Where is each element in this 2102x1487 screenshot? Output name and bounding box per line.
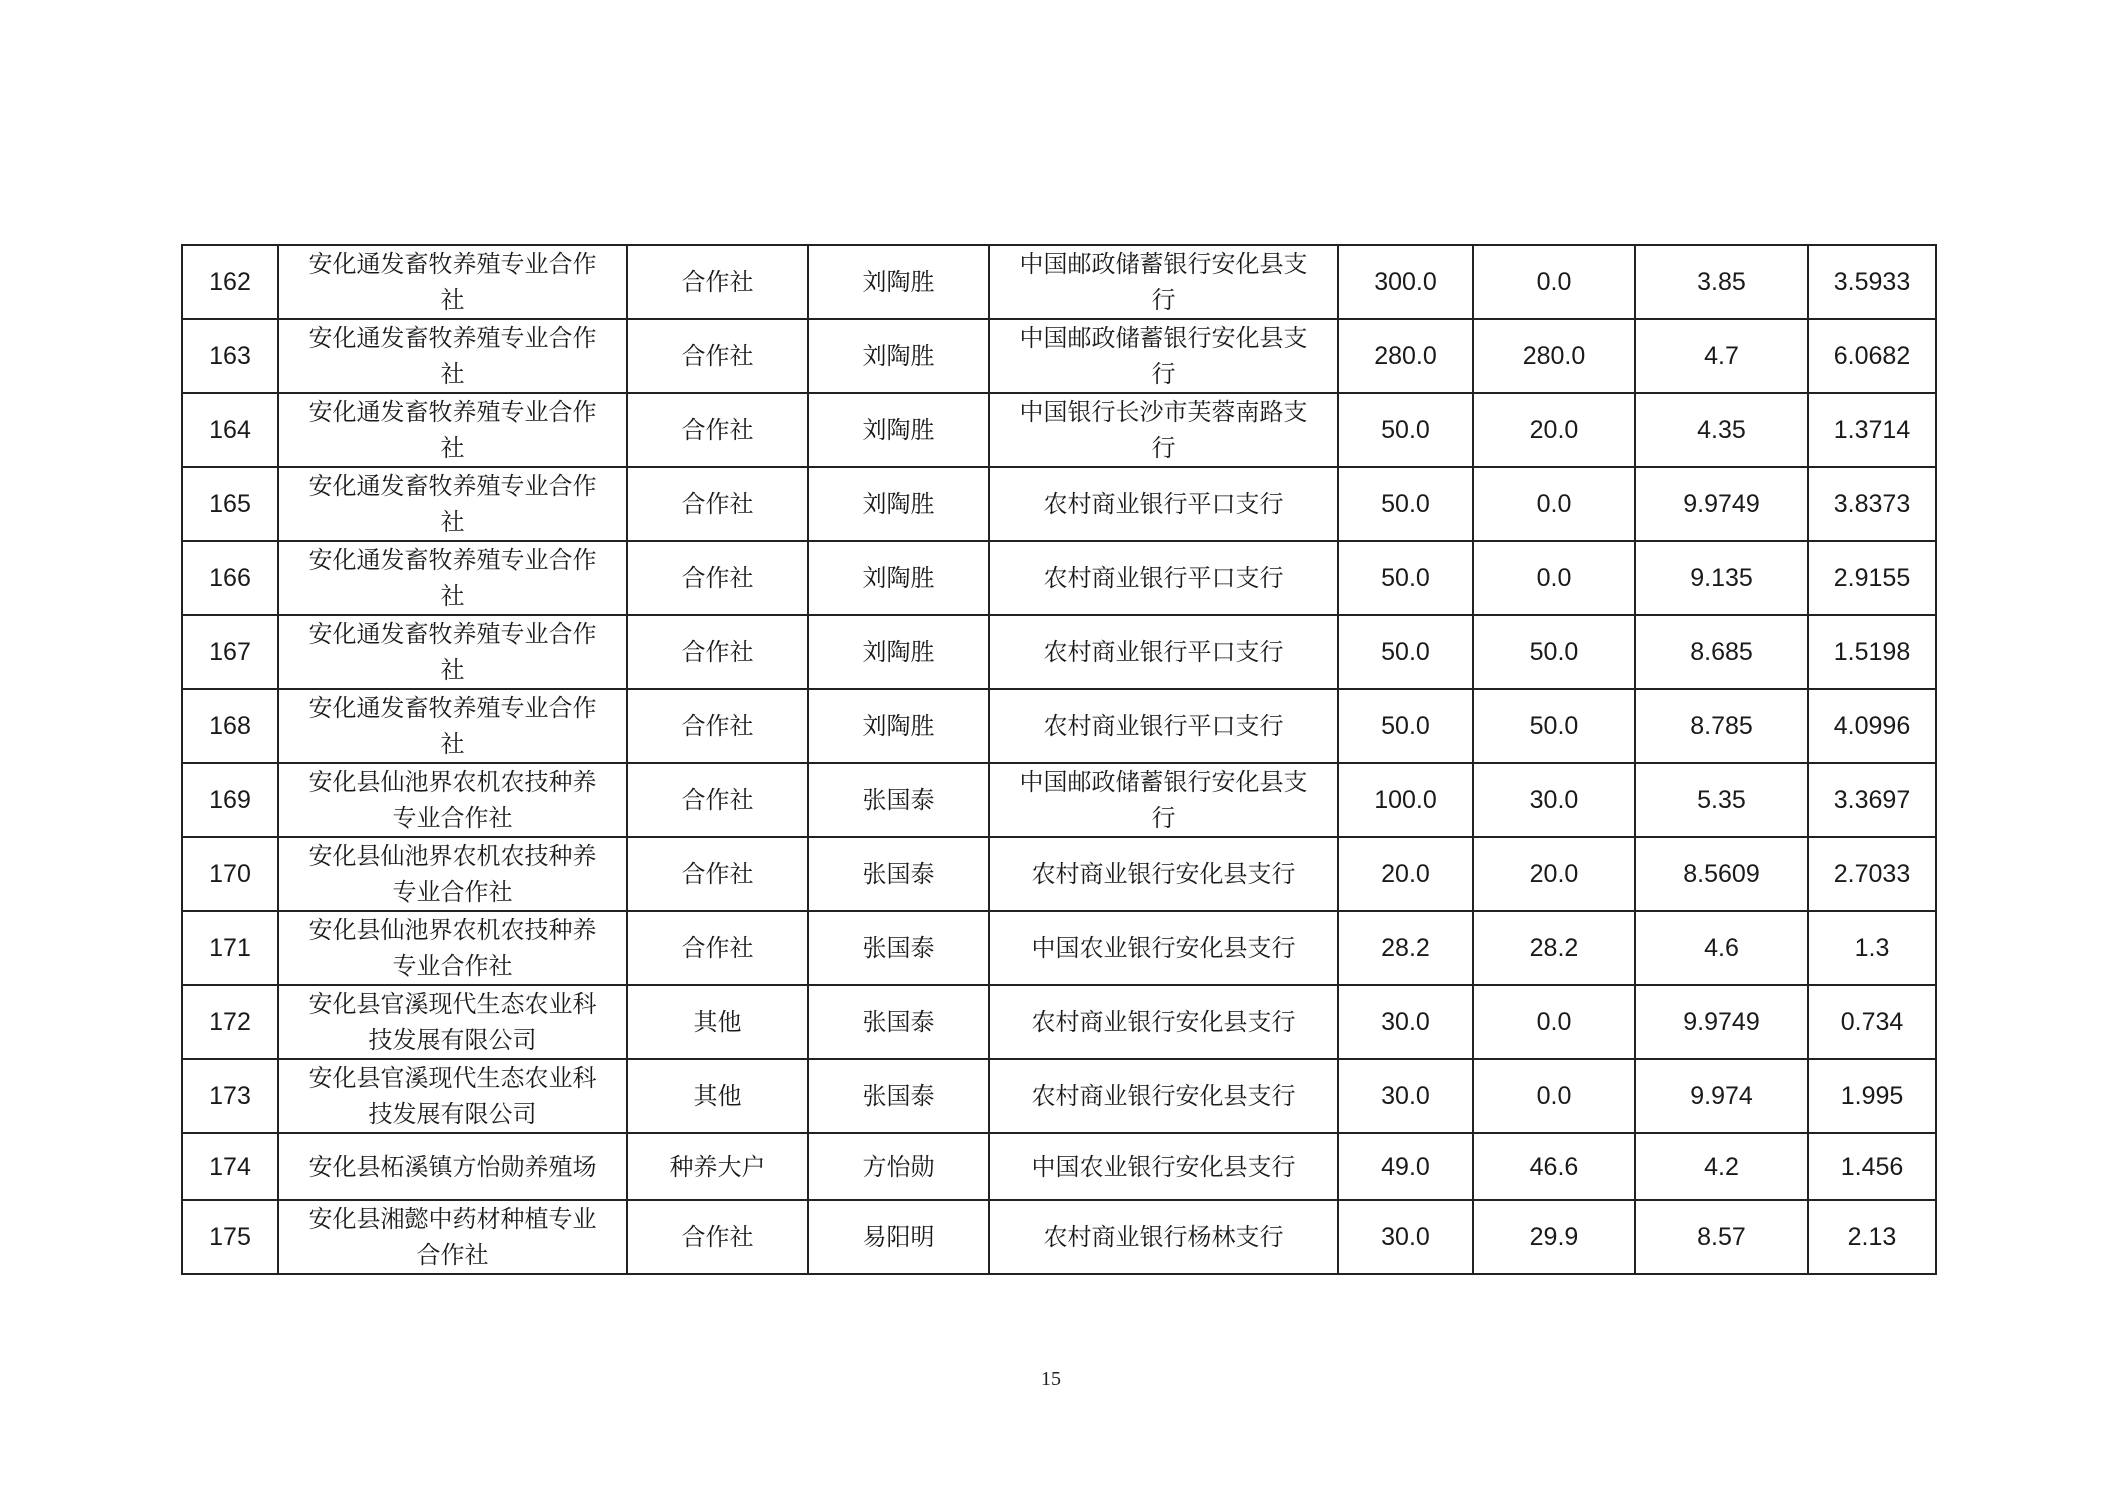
cell-contact-name: 张国泰 — [808, 837, 989, 911]
cell-entity-name: 安化通发畜牧养殖专业合作社 — [278, 615, 627, 689]
cell-row-index: 169 — [182, 763, 278, 837]
cell-entity-type: 合作社 — [627, 319, 808, 393]
cell-value: 2.7033 — [1808, 837, 1936, 911]
cell-amount-2: 30.0 — [1473, 763, 1635, 837]
cell-bank-name: 中国邮政储蓄银行安化县支行 — [989, 763, 1338, 837]
cell-entity-name: 安化通发畜牧养殖专业合作社 — [278, 689, 627, 763]
cell-entity-name: 安化县柘溪镇方怡勋养殖场 — [278, 1133, 627, 1200]
cell-entity-type: 合作社 — [627, 393, 808, 467]
table-row — [182, 1133, 1936, 1200]
cell-value: 0.734 — [1808, 985, 1936, 1059]
cell-bank-name: 农村商业银行安化县支行 — [989, 985, 1338, 1059]
cell-contact-name: 刘陶胜 — [808, 319, 989, 393]
cell-entity-name: 安化县仙池界农机农技种养专业合作社 — [278, 763, 627, 837]
cell-amount-1: 49.0 — [1338, 1133, 1473, 1200]
cell-amount-2: 280.0 — [1473, 319, 1635, 393]
cell-bank-name: 中国农业银行安化县支行 — [989, 911, 1338, 985]
cell-row-index: 168 — [182, 689, 278, 763]
cell-entity-name: 安化县仙池界农机农技种养专业合作社 — [278, 911, 627, 985]
cell-entity-type: 合作社 — [627, 689, 808, 763]
cell-contact-name: 刘陶胜 — [808, 467, 989, 541]
cell-amount-1: 28.2 — [1338, 911, 1473, 985]
cell-entity-name: 安化县官溪现代生态农业科技发展有限公司 — [278, 1059, 627, 1133]
loan-table-container — [181, 244, 1937, 1275]
cell-entity-name: 安化县官溪现代生态农业科技发展有限公司 — [278, 985, 627, 1059]
cell-amount-2: 0.0 — [1473, 541, 1635, 615]
cell-row-index: 171 — [182, 911, 278, 985]
cell-value: 1.995 — [1808, 1059, 1936, 1133]
cell-contact-name: 易阳明 — [808, 1200, 989, 1274]
cell-amount-2: 29.9 — [1473, 1200, 1635, 1274]
cell-bank-name: 农村商业银行杨林支行 — [989, 1200, 1338, 1274]
cell-rate: 8.685 — [1635, 615, 1808, 689]
cell-contact-name: 方怡勋 — [808, 1133, 989, 1200]
cell-entity-name: 安化县仙池界农机农技种养专业合作社 — [278, 837, 627, 911]
cell-entity-type: 合作社 — [627, 467, 808, 541]
cell-rate: 8.785 — [1635, 689, 1808, 763]
table-row — [182, 837, 1936, 911]
table-row — [182, 1059, 1936, 1133]
cell-contact-name: 刘陶胜 — [808, 393, 989, 467]
cell-rate: 8.5609 — [1635, 837, 1808, 911]
cell-rate: 3.85 — [1635, 245, 1808, 319]
cell-row-index: 173 — [182, 1059, 278, 1133]
cell-contact-name: 刘陶胜 — [808, 689, 989, 763]
cell-entity-type: 其他 — [627, 985, 808, 1059]
cell-bank-name: 中国农业银行安化县支行 — [989, 1133, 1338, 1200]
cell-value: 1.5198 — [1808, 615, 1936, 689]
cell-entity-type: 合作社 — [627, 541, 808, 615]
cell-amount-1: 100.0 — [1338, 763, 1473, 837]
cell-amount-1: 50.0 — [1338, 541, 1473, 615]
cell-entity-name: 安化通发畜牧养殖专业合作社 — [278, 319, 627, 393]
cell-value: 3.3697 — [1808, 763, 1936, 837]
cell-amount-1: 50.0 — [1338, 615, 1473, 689]
cell-amount-2: 0.0 — [1473, 1059, 1635, 1133]
cell-contact-name: 张国泰 — [808, 1059, 989, 1133]
cell-row-index: 167 — [182, 615, 278, 689]
table-row — [182, 467, 1936, 541]
cell-amount-2: 20.0 — [1473, 837, 1635, 911]
cell-amount-2: 0.0 — [1473, 985, 1635, 1059]
cell-row-index: 164 — [182, 393, 278, 467]
cell-bank-name: 农村商业银行安化县支行 — [989, 837, 1338, 911]
cell-bank-name: 农村商业银行平口支行 — [989, 541, 1338, 615]
cell-value: 6.0682 — [1808, 319, 1936, 393]
cell-rate: 9.974 — [1635, 1059, 1808, 1133]
cell-rate: 9.135 — [1635, 541, 1808, 615]
cell-contact-name: 刘陶胜 — [808, 541, 989, 615]
cell-row-index: 163 — [182, 319, 278, 393]
cell-row-index: 174 — [182, 1133, 278, 1200]
cell-amount-1: 280.0 — [1338, 319, 1473, 393]
cell-bank-name: 中国邮政储蓄银行安化县支行 — [989, 319, 1338, 393]
cell-rate: 4.2 — [1635, 1133, 1808, 1200]
cell-bank-name: 农村商业银行平口支行 — [989, 467, 1338, 541]
cell-rate: 4.6 — [1635, 911, 1808, 985]
cell-entity-type: 其他 — [627, 1059, 808, 1133]
cell-value: 3.8373 — [1808, 467, 1936, 541]
cell-contact-name: 张国泰 — [808, 911, 989, 985]
cell-amount-1: 50.0 — [1338, 393, 1473, 467]
cell-entity-type: 合作社 — [627, 837, 808, 911]
cell-value: 4.0996 — [1808, 689, 1936, 763]
cell-amount-1: 30.0 — [1338, 985, 1473, 1059]
cell-bank-name: 农村商业银行平口支行 — [989, 689, 1338, 763]
cell-rate: 8.57 — [1635, 1200, 1808, 1274]
cell-rate: 9.9749 — [1635, 985, 1808, 1059]
cell-entity-name: 安化通发畜牧养殖专业合作社 — [278, 245, 627, 319]
table-body — [182, 245, 1936, 1274]
cell-amount-2: 50.0 — [1473, 689, 1635, 763]
cell-row-index: 175 — [182, 1200, 278, 1274]
cell-contact-name: 刘陶胜 — [808, 615, 989, 689]
table-row — [182, 689, 1936, 763]
cell-value: 1.456 — [1808, 1133, 1936, 1200]
cell-row-index: 162 — [182, 245, 278, 319]
cell-value: 2.9155 — [1808, 541, 1936, 615]
cell-entity-name: 安化通发畜牧养殖专业合作社 — [278, 393, 627, 467]
cell-amount-1: 20.0 — [1338, 837, 1473, 911]
cell-bank-name: 农村商业银行安化县支行 — [989, 1059, 1338, 1133]
cell-entity-type: 合作社 — [627, 1200, 808, 1274]
cell-value: 1.3714 — [1808, 393, 1936, 467]
cell-amount-1: 300.0 — [1338, 245, 1473, 319]
cell-row-index: 166 — [182, 541, 278, 615]
cell-entity-type: 合作社 — [627, 911, 808, 985]
table-row — [182, 319, 1936, 393]
cell-amount-1: 50.0 — [1338, 467, 1473, 541]
cell-entity-type: 种养大户 — [627, 1133, 808, 1200]
cell-amount-2: 0.0 — [1473, 467, 1635, 541]
cell-amount-1: 30.0 — [1338, 1200, 1473, 1274]
cell-contact-name: 刘陶胜 — [808, 245, 989, 319]
cell-entity-type: 合作社 — [627, 245, 808, 319]
cell-rate: 5.35 — [1635, 763, 1808, 837]
cell-amount-1: 30.0 — [1338, 1059, 1473, 1133]
table-row — [182, 763, 1936, 837]
cell-amount-1: 50.0 — [1338, 689, 1473, 763]
cell-entity-name: 安化通发畜牧养殖专业合作社 — [278, 467, 627, 541]
cell-value: 1.3 — [1808, 911, 1936, 985]
page-number: 15 — [1041, 1368, 1061, 1390]
cell-value: 2.13 — [1808, 1200, 1936, 1274]
cell-contact-name: 张国泰 — [808, 985, 989, 1059]
cell-bank-name: 中国银行长沙市芙蓉南路支行 — [989, 393, 1338, 467]
cell-entity-type: 合作社 — [627, 615, 808, 689]
cell-amount-2: 20.0 — [1473, 393, 1635, 467]
cell-entity-name: 安化县湘懿中药材种植专业合作社 — [278, 1200, 627, 1274]
table-row — [182, 393, 1936, 467]
cell-row-index: 165 — [182, 467, 278, 541]
cell-value: 3.5933 — [1808, 245, 1936, 319]
cell-contact-name: 张国泰 — [808, 763, 989, 837]
loan-table — [181, 244, 1937, 1275]
cell-entity-name: 安化通发畜牧养殖专业合作社 — [278, 541, 627, 615]
cell-rate: 9.9749 — [1635, 467, 1808, 541]
cell-amount-2: 0.0 — [1473, 245, 1635, 319]
cell-amount-2: 50.0 — [1473, 615, 1635, 689]
cell-amount-2: 28.2 — [1473, 911, 1635, 985]
table-row — [182, 615, 1936, 689]
table-row — [182, 911, 1936, 985]
cell-amount-2: 46.6 — [1473, 1133, 1635, 1200]
cell-row-index: 172 — [182, 985, 278, 1059]
cell-entity-type: 合作社 — [627, 763, 808, 837]
cell-row-index: 170 — [182, 837, 278, 911]
table-row — [182, 985, 1936, 1059]
table-row — [182, 245, 1936, 319]
cell-rate: 4.35 — [1635, 393, 1808, 467]
table-row — [182, 1200, 1936, 1274]
cell-bank-name: 农村商业银行平口支行 — [989, 615, 1338, 689]
table-row — [182, 541, 1936, 615]
cell-bank-name: 中国邮政储蓄银行安化县支行 — [989, 245, 1338, 319]
cell-rate: 4.7 — [1635, 319, 1808, 393]
